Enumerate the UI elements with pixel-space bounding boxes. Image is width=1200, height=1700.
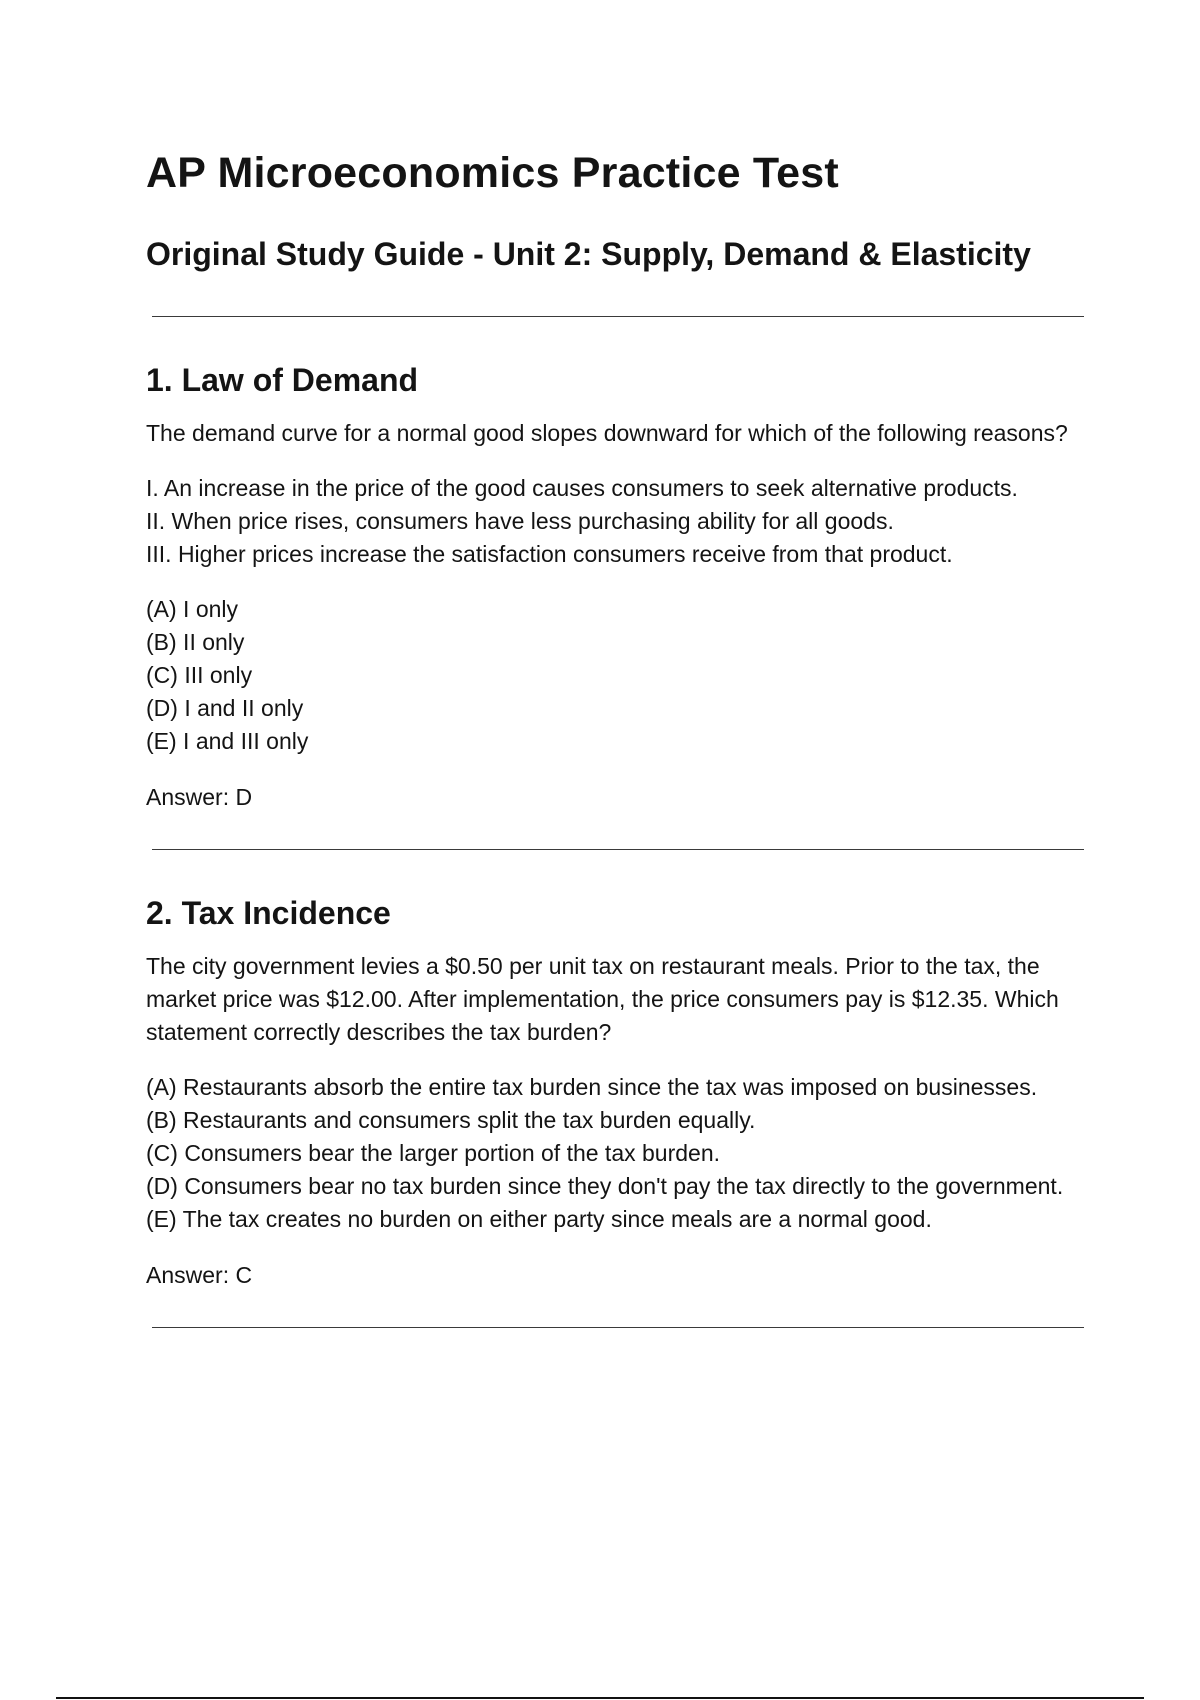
question-heading: 2. Tax Incidence (146, 895, 391, 931)
divider (152, 316, 1084, 317)
page-bottom-border (56, 1697, 1144, 1699)
option-list (146, 1071, 1084, 1236)
statement-item: II. When price rises, consumers have less purchasing ability for all goods. (146, 508, 894, 534)
divider (152, 1327, 1084, 1328)
page-subtitle: Original Study Guide - Unit 2: Supply, Demand & Elasticity (146, 236, 1031, 272)
statement-item: I. An increase in the price of the good causes consumers to seek alternative products. (146, 475, 1018, 501)
question-prompt: The demand curve for a normal good slopes downward for which of the following reasons? (146, 420, 1068, 446)
option-list (146, 593, 1084, 758)
option-item: (E) The tax creates no burden on either party since meals are a normal good. (146, 1206, 932, 1232)
option-item: (D) I and II only (146, 695, 304, 721)
page-title: AP Microeconomics Practice Test (146, 149, 839, 197)
option-item: (A) I only (146, 596, 239, 622)
question-prompt: The city government levies a $0.50 per unit tax on restaurant meals. Prior to the tax, the market price was $12.00. After implementation, the price consumers pay is $12.35. Which statement correctly describes the tax burden? (146, 953, 1059, 1045)
question-2 (146, 890, 1084, 1292)
question-heading: 1. Law of Demand (146, 362, 419, 398)
option-item: (D) Consumers bear no tax burden since they don't pay the tax directly to the government. (146, 1173, 1064, 1199)
option-item: (B) II only (146, 629, 245, 655)
option-item: (E) I and III only (146, 728, 309, 754)
question-1 (146, 357, 1084, 814)
answer-text: Answer: C (146, 1262, 253, 1288)
option-item: (C) Consumers bear the larger portion of the tax burden. (146, 1140, 721, 1166)
statement-item: III. Higher prices increase the satisfaction consumers receive from that product. (146, 541, 953, 567)
option-item: (B) Restaurants and consumers split the tax burden equally. (146, 1107, 756, 1133)
answer-text: Answer: D (146, 784, 253, 810)
statement-list (146, 472, 1084, 571)
option-item: (A) Restaurants absorb the entire tax burden since the tax was imposed on businesses. (146, 1074, 1038, 1100)
option-item: (C) III only (146, 662, 253, 688)
document-page (146, 140, 1084, 1328)
divider (152, 849, 1084, 850)
